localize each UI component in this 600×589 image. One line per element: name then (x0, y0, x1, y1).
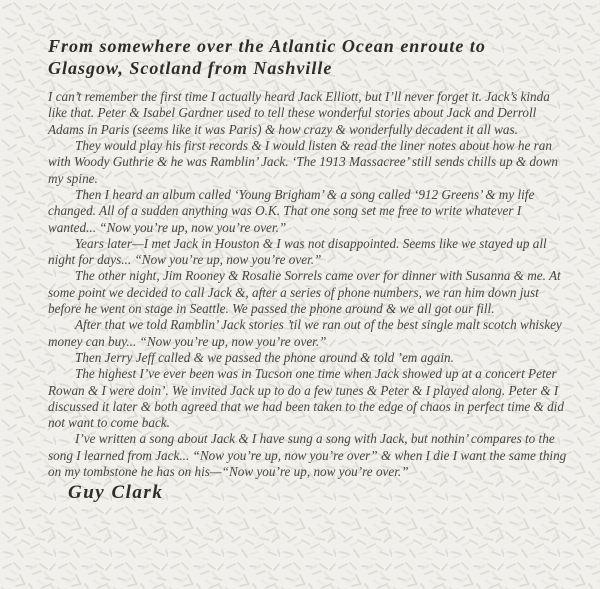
page-title-line2: Glasgow, Scotland from Nashville (48, 57, 333, 78)
page-title-line1: From somewhere over the Atlantic Ocean enroute to (48, 36, 486, 56)
paragraph: The other night, Jim Rooney & Rosalie Sorrels came over for dinner with Susanna & me. At some point we decided to call Jack &, after a series of phone numbers, we ran him down just before he went on stage in Seattle. We passed the phone around & we all got our fill. (48, 268, 561, 317)
page-title (48, 36, 572, 79)
author-signature: Guy Clark (68, 482, 164, 504)
paragraph: After that we told Ramblin’ Jack stories ’til we ran out of the best single malt scotch whiskey money can buy... “Now you’re up, now you’re over.” (48, 317, 562, 349)
liner-notes-body (48, 89, 572, 480)
paragraph: I can’t remember the first time I actually heard Jack Elliott, but I’ll never forget it. Jack’s kinda like that. Peter & Isabel Gardner used to tell these wonderful stories about Jack and Derroll Adams in Paris (seems like it was Paris) & how crazy & wonderfully decadent it all was. (48, 89, 550, 137)
paragraph: Then Jerry Jeff called & we passed the phone around & told ’em again. (75, 349, 454, 365)
paragraph: Then I heard an album called ‘Young Brigham’ & a song called ‘912 Greens’ & my life changed. All of a sudden anything was O.K. That one song set me free to write whatever I wanted... “Now you’re up, now you’re over.” (48, 186, 535, 235)
paragraph: The highest I’ve ever been was in Tucson one time when Jack showed up at a concert Peter Rowan & I were doin’. We invited Jack up to do a few tunes & Peter & I played along. Peter & I discussed it later & both agreed that we had been taken to the edge of chaos in perfect time & did not want to come back. (48, 366, 564, 431)
paragraph: I’ve written a song about Jack & I have sung a song with Jack, but nothin’ compares to the song I learned from Jack... “Now you’re up, now you’re over” & when I die I want the same thing on my tombstone he has on his—“Now you’re up, now you’re over.” (48, 431, 567, 480)
paragraph: Years later—I met Jack in Houston & I was not disappointed. Seems like we stayed up all night for days... “Now you’re up, now you’re over.” (48, 235, 547, 268)
paragraph: They would play his first records & I would listen & read the liner notes about how he ran with Woody Guthrie & he was Ramblin’ Jack. ‘The 1913 Massacree’ still sends chills up & down my spine. (48, 138, 558, 186)
